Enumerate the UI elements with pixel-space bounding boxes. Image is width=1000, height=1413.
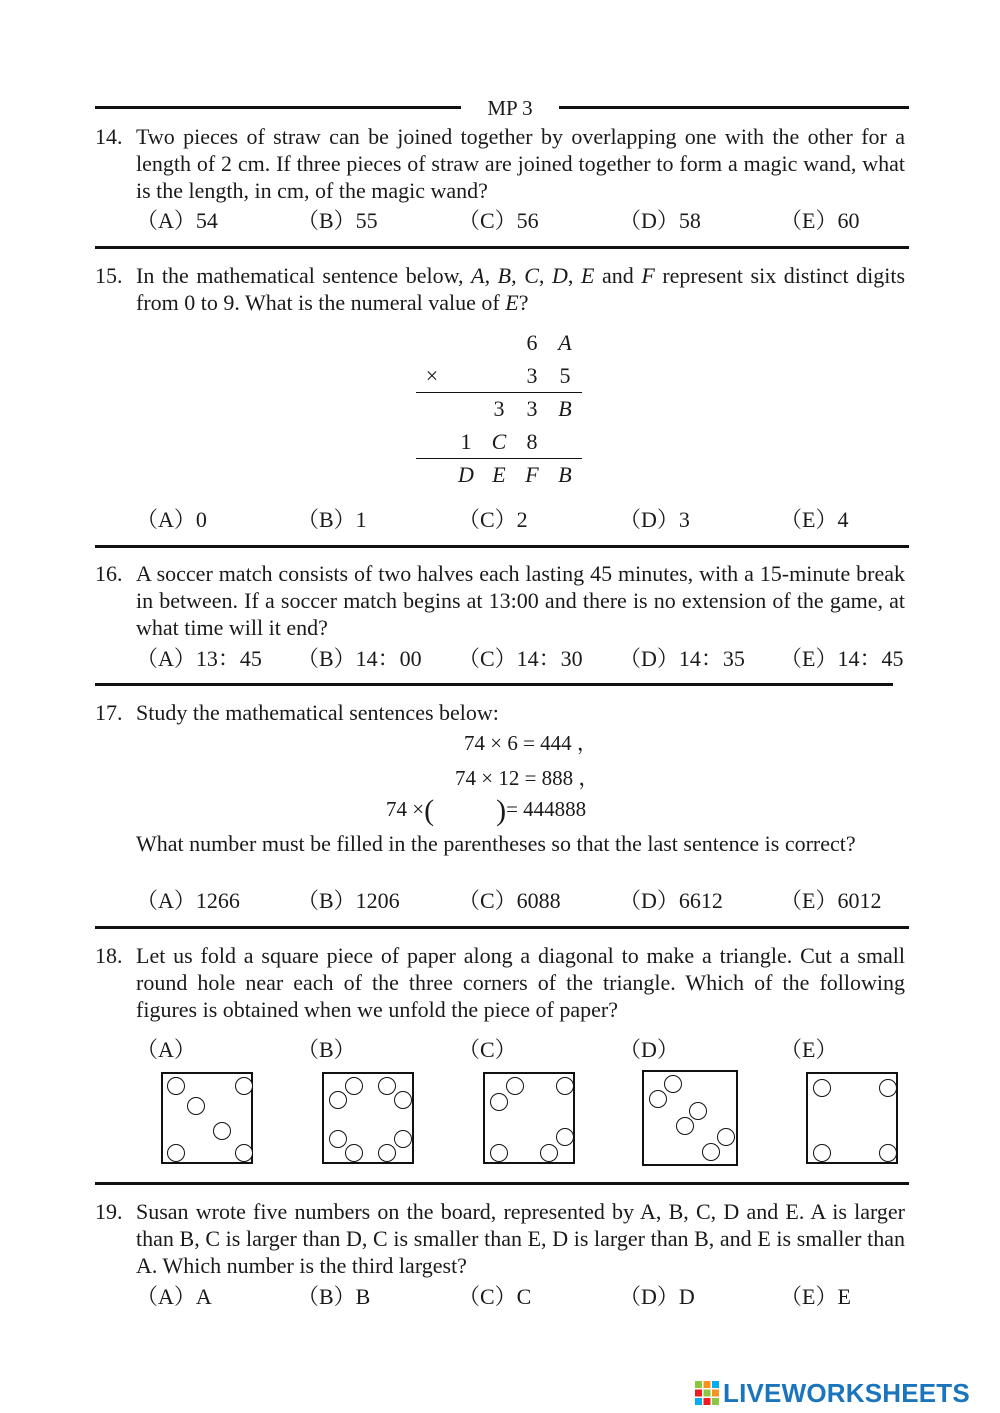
option-c[interactable]: （C） (458, 1037, 517, 1062)
digit: 1 (460, 429, 472, 454)
option-a[interactable]: （A） (136, 1037, 196, 1062)
open-parenthesis: ( (424, 794, 435, 827)
header-rule-left (95, 106, 461, 109)
digit: 8 (526, 429, 538, 454)
separator (95, 683, 893, 686)
multiplication-rule-1 (416, 392, 582, 393)
hole (167, 1144, 185, 1162)
hole (235, 1077, 253, 1095)
option-a[interactable]: （A）13：45 (136, 646, 262, 671)
question-text: A soccer match consists of two halves each lasting 45 minutes, with a 15-minute break in between. If a soccer match begins at 13:00 and there is no extension of the game, at what time will it end? (136, 561, 905, 640)
separator (95, 1182, 909, 1185)
liveworksheets-logo-icon (694, 1380, 720, 1406)
digit: E (492, 462, 506, 487)
hole (394, 1130, 412, 1148)
option-d[interactable]: （D）58 (619, 208, 701, 233)
equation-2: 74 × 12 = 888 ， (455, 766, 600, 790)
option-d[interactable]: （D）14：35 (619, 646, 745, 671)
hole (506, 1077, 524, 1095)
option-a[interactable]: （A）54 (136, 208, 218, 233)
hole (378, 1144, 396, 1162)
option-d[interactable]: （D）6612 (619, 888, 723, 913)
digit: D (458, 462, 474, 487)
option-b[interactable]: （B）1 (297, 507, 367, 532)
equation-1: 74 × 6 = 444 ， (464, 731, 598, 755)
hole (490, 1093, 508, 1111)
hole (345, 1077, 363, 1095)
close-parenthesis: ) (496, 794, 507, 827)
question-16 (95, 560, 905, 641)
hole (879, 1144, 897, 1162)
hole (540, 1144, 558, 1162)
answer-options-15 (136, 503, 936, 531)
digit: A (558, 330, 572, 355)
hole (213, 1122, 231, 1140)
separator (95, 926, 909, 929)
hole (235, 1144, 253, 1162)
figure-d-square[interactable] (642, 1070, 738, 1166)
hole (556, 1077, 574, 1095)
option-e[interactable]: （E） (780, 1037, 838, 1062)
answer-options-19 (136, 1280, 936, 1308)
hole (813, 1079, 831, 1097)
times-sign: × (425, 363, 439, 388)
question-text: In the mathematical sentence below, A, B, C, D, E and F represent six distinct digits from 0 to 9. What is the numeral value of E? (136, 263, 906, 315)
figure-e-square[interactable] (806, 1072, 898, 1164)
question-text: Two pieces of straw can be joined together by overlapping one with the other for a length of 2 cm. If three pieces of straw are joined together to form a magic wand, what is the length, in cm, of the magic wand? (136, 124, 905, 203)
figure-b-square[interactable] (322, 1072, 414, 1164)
hole (378, 1077, 396, 1095)
digit: 5 (559, 363, 571, 388)
option-b[interactable]: （B）1206 (297, 888, 400, 913)
digit: 3 (526, 396, 538, 421)
question-18 (95, 942, 905, 1023)
option-c[interactable]: （C）6088 (458, 888, 561, 913)
question-text: Susan wrote five numbers on the board, represented by A, B, C, D and E. A is larger than B, C is larger than D, C is smaller than E, D is larger than B, and E is smaller than A. Which number is the third largest? (136, 1199, 905, 1278)
hole (345, 1144, 363, 1162)
digit: 3 (526, 363, 538, 388)
question-17 (95, 699, 905, 726)
option-a[interactable]: （A）A (136, 1284, 212, 1309)
option-c[interactable]: （C）14：30 (458, 646, 583, 671)
hole (664, 1075, 682, 1093)
question-19 (95, 1198, 905, 1279)
liveworksheets-watermark[interactable] (694, 1378, 970, 1408)
option-d[interactable]: （D）3 (619, 507, 690, 532)
question-number: 14. (95, 124, 123, 149)
question-text: Let us fold a square piece of paper along a diagonal to make a triangle. Cut a small round hole near each of the three corners of the triangle. Which of the following figures is obtained when we unfold the piece of paper? (136, 943, 905, 1022)
figure-c-square[interactable] (483, 1072, 575, 1164)
digit: 6 (526, 330, 538, 355)
option-c[interactable]: （C）C (458, 1284, 532, 1309)
digit: C (491, 429, 507, 454)
hole (167, 1077, 185, 1095)
question-14 (95, 123, 905, 204)
question-intro: Study the mathematical sentences below: (136, 700, 499, 725)
digit: 3 (493, 396, 505, 421)
option-d[interactable]: （D） (619, 1037, 679, 1062)
hole (329, 1130, 347, 1148)
question-number: 18. (95, 943, 123, 968)
option-e[interactable]: （E）6012 (780, 888, 882, 913)
answer-options-17 (136, 884, 936, 912)
separator (95, 545, 909, 548)
question-number: 19. (95, 1199, 123, 1224)
equation-3-left: 74 × (386, 797, 425, 821)
multiplication-rule-2 (416, 458, 582, 459)
question-number: 16. (95, 561, 123, 586)
hole (394, 1091, 412, 1109)
hole (676, 1117, 694, 1135)
option-e[interactable]: （E）4 (780, 507, 849, 532)
hole (813, 1144, 831, 1162)
option-c[interactable]: （C）56 (458, 208, 539, 233)
option-b[interactable]: （B） (297, 1037, 356, 1062)
option-e[interactable]: （E）E (780, 1284, 851, 1309)
question-number: 15. (95, 263, 123, 288)
option-d[interactable]: （D）D (619, 1284, 695, 1309)
question-17-prompt (95, 830, 905, 857)
option-a[interactable]: （A）0 (136, 507, 207, 532)
hole (717, 1128, 735, 1146)
option-b[interactable]: （B）B (297, 1284, 371, 1309)
option-b[interactable]: （B）55 (297, 208, 378, 233)
figure-a-square[interactable] (161, 1072, 253, 1164)
equation-3 (386, 794, 587, 827)
option-a[interactable]: （A）1266 (136, 888, 240, 913)
question-number: 17. (95, 700, 123, 725)
hole (329, 1091, 347, 1109)
hole (702, 1143, 720, 1161)
option-e[interactable]: （E）14：45 (780, 646, 904, 671)
hole (879, 1079, 897, 1097)
option-e[interactable]: （E）60 (780, 208, 860, 233)
answer-options-16 (136, 642, 936, 670)
watermark-brand: LIVEWORKSHEETS (723, 1377, 970, 1408)
equation-3-right: = 444888 (506, 797, 587, 821)
hole (187, 1097, 205, 1115)
answer-options-14 (136, 204, 936, 232)
digit: B (558, 462, 572, 487)
question-15 (95, 262, 905, 316)
hole (689, 1102, 707, 1120)
answer-options-18 (136, 1033, 936, 1061)
option-c[interactable]: （C）2 (458, 507, 528, 532)
header-rule-right (559, 106, 909, 109)
hole (556, 1128, 574, 1146)
hole (649, 1090, 667, 1108)
question-text: What number must be filled in the parentheses so that the last sentence is correct? (136, 831, 856, 856)
digit: F (525, 462, 539, 487)
page-section-label: MP 3 (487, 96, 533, 120)
hole (490, 1144, 508, 1162)
digit: B (558, 396, 572, 421)
separator (95, 246, 909, 249)
option-b[interactable]: （B）14：00 (297, 646, 422, 671)
